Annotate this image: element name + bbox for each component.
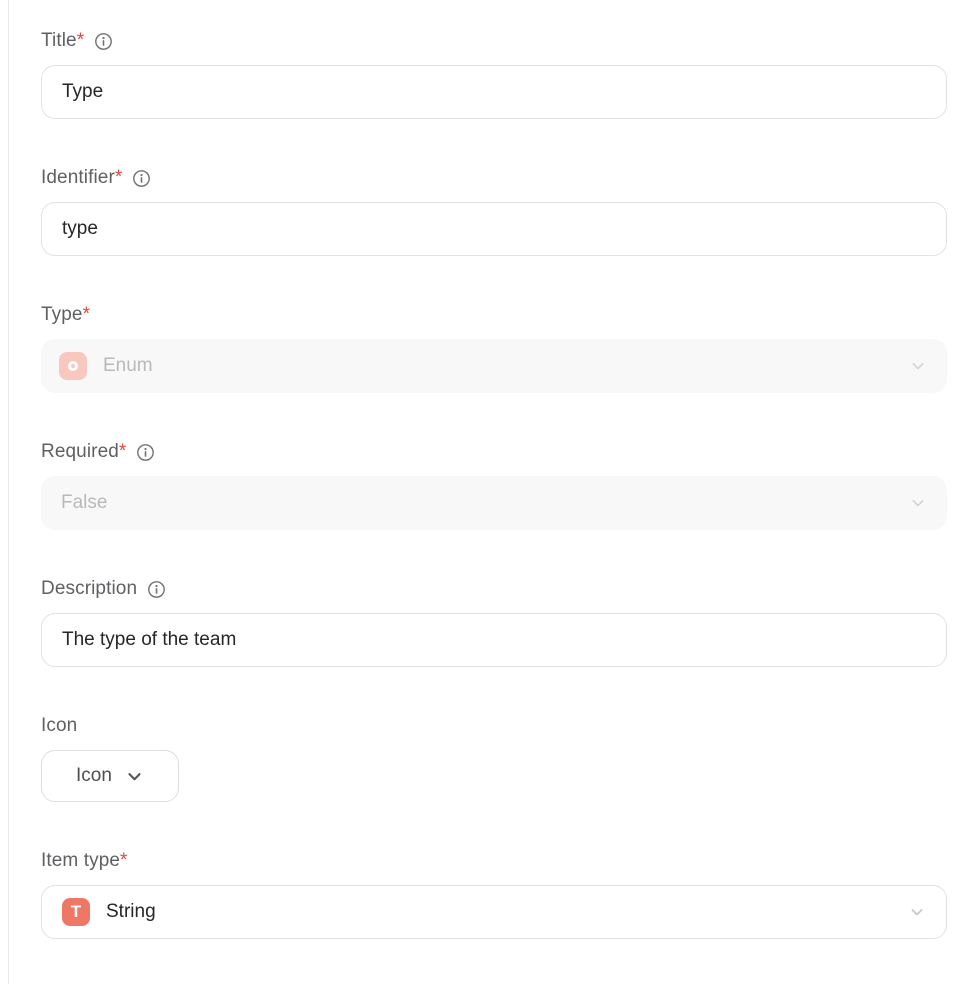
field-required-label-row xyxy=(41,441,947,463)
icon-dropdown-button[interactable] xyxy=(41,750,179,802)
required-asterisk: * xyxy=(82,304,91,325)
field-required-label: Required xyxy=(41,441,119,462)
info-icon[interactable] xyxy=(147,580,166,599)
type-select-value: Enum xyxy=(103,355,153,376)
required-asterisk: * xyxy=(76,30,85,51)
field-title-label-row xyxy=(41,30,947,52)
field-title xyxy=(41,30,947,119)
required-asterisk: * xyxy=(120,850,128,871)
field-description xyxy=(41,578,947,667)
item-type-select-value: String xyxy=(106,901,156,922)
field-type xyxy=(41,304,947,393)
required-asterisk: * xyxy=(114,167,123,188)
field-icon xyxy=(41,715,947,802)
info-icon[interactable] xyxy=(94,32,113,51)
description-input[interactable] xyxy=(41,613,947,667)
title-input[interactable] xyxy=(41,65,947,119)
field-identifier-label-row xyxy=(41,167,947,189)
chevron-down-icon xyxy=(909,494,927,512)
item-type-select[interactable] xyxy=(41,885,947,939)
identifier-input[interactable] xyxy=(41,202,947,256)
chevron-down-icon xyxy=(909,357,927,375)
field-item-type xyxy=(41,850,947,939)
required-asterisk: * xyxy=(118,441,127,462)
form-panel xyxy=(8,0,980,984)
field-required xyxy=(41,441,947,530)
field-item-type-label-row xyxy=(41,850,947,872)
chevron-down-icon xyxy=(908,903,926,921)
info-icon[interactable] xyxy=(132,169,151,188)
field-item-type-label: Item type xyxy=(41,850,121,871)
field-description-label: Description xyxy=(41,578,138,599)
field-icon-label: Icon xyxy=(41,715,78,736)
field-identifier-label: Identifier xyxy=(41,167,115,188)
field-type-label-row xyxy=(41,304,947,326)
field-identifier xyxy=(41,167,947,256)
icon-dropdown-label: Icon xyxy=(76,765,112,786)
required-select xyxy=(41,476,947,530)
field-type-label: Type xyxy=(41,304,83,325)
info-icon[interactable] xyxy=(136,443,155,462)
field-icon-label-row xyxy=(41,715,947,737)
field-description-label-row xyxy=(41,578,947,600)
field-title-label: Title xyxy=(41,30,77,51)
enum-type-icon xyxy=(59,352,87,380)
chevron-down-icon xyxy=(125,767,144,786)
type-select xyxy=(41,339,947,393)
string-type-icon: T xyxy=(62,898,90,926)
required-select-value: False xyxy=(61,492,108,513)
